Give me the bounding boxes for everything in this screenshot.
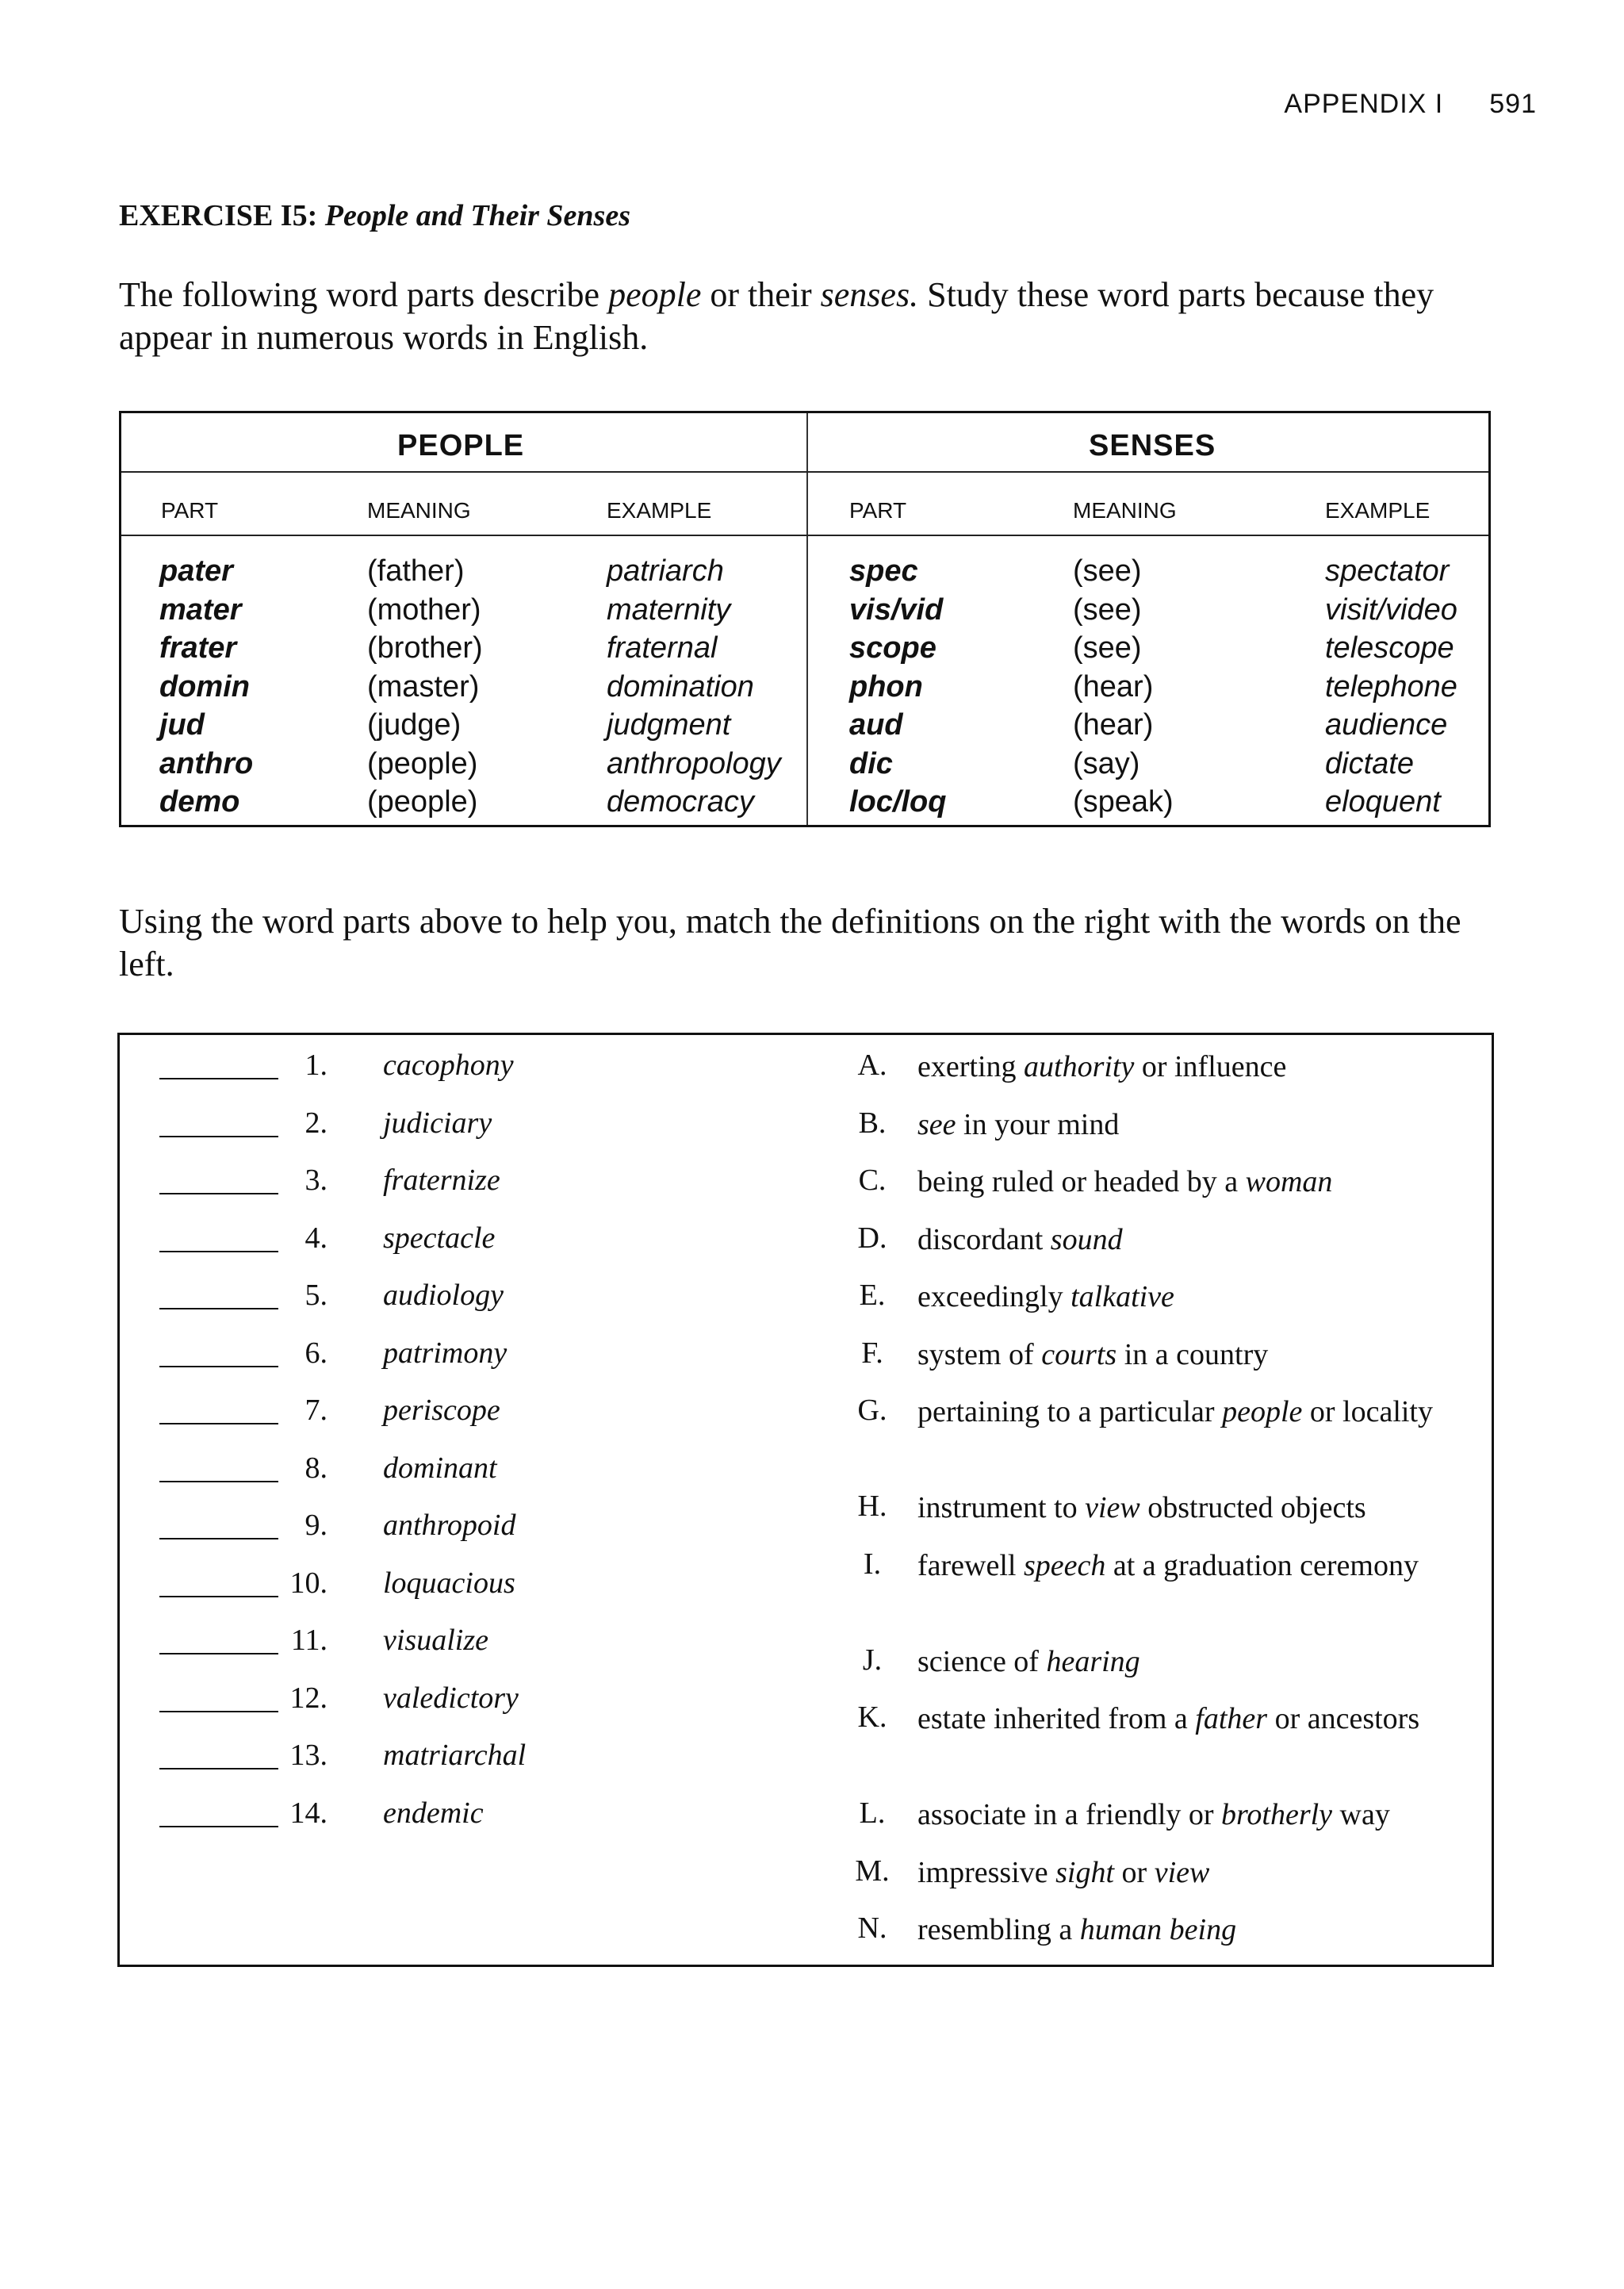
senses-example: telephone xyxy=(1325,669,1457,704)
match-word: fraternize xyxy=(383,1164,500,1197)
people-meaning: (master) xyxy=(367,669,480,704)
definition-letter: E. xyxy=(859,1279,886,1312)
match-word: loquacious xyxy=(383,1566,515,1600)
people-meaning: (father) xyxy=(367,554,465,588)
definition-letter: A. xyxy=(857,1049,887,1082)
definition-keyword: brotherly xyxy=(1221,1798,1333,1831)
senses-example: telescope xyxy=(1325,631,1454,665)
definition-segment: resembling a xyxy=(917,1913,1080,1946)
match-word: dominant xyxy=(383,1451,497,1485)
intro-emphasis-senses: senses. xyxy=(820,275,919,314)
people-part: anthro xyxy=(159,746,254,780)
definition-letter: I. xyxy=(863,1547,882,1581)
definition-letter: N. xyxy=(857,1911,887,1945)
word-number: 4. xyxy=(304,1221,327,1255)
definition-text xyxy=(917,1700,1473,1738)
col-header-meaning: MEANING xyxy=(367,498,471,523)
senses-meaning: (speak) xyxy=(1073,785,1174,819)
senses-part: loc/loq xyxy=(849,785,947,819)
definition-text xyxy=(917,1163,1473,1201)
definition-segment: exceedingly xyxy=(917,1280,1071,1313)
senses-meaning: (hear) xyxy=(1073,669,1154,704)
definition-segment: science of xyxy=(917,1644,1047,1678)
definition-segment: in a country xyxy=(1116,1337,1269,1371)
answer-blank[interactable] xyxy=(159,1251,278,1252)
col-header-example: EXAMPLE xyxy=(1325,498,1431,523)
definition-segment: system of xyxy=(917,1337,1042,1371)
answer-blank[interactable] xyxy=(159,1481,278,1482)
definition-text xyxy=(917,1489,1473,1527)
people-example: patriarch xyxy=(607,554,724,588)
intro-text-2: or their xyxy=(701,275,821,314)
definition-text xyxy=(917,1278,1473,1316)
word-number: 2. xyxy=(304,1106,327,1140)
definition-segment: being ruled or headed by a xyxy=(917,1165,1246,1198)
match-word: matriarchal xyxy=(383,1739,527,1772)
people-example: anthropology xyxy=(607,746,781,780)
table-rule xyxy=(121,535,1488,536)
definition-keyword: courts xyxy=(1041,1337,1117,1371)
definition-keyword: father xyxy=(1195,1702,1268,1735)
running-head xyxy=(1284,89,1537,120)
definition-keyword: see xyxy=(917,1107,956,1141)
people-example: fraternal xyxy=(607,631,718,665)
people-part: frater xyxy=(159,631,237,665)
definition-segment: way xyxy=(1332,1798,1390,1831)
group-header-people: PEOPLE xyxy=(397,429,525,462)
definition-keyword: speech xyxy=(1023,1548,1106,1582)
senses-example: visit/video xyxy=(1325,592,1457,627)
senses-part: aud xyxy=(849,708,903,742)
group-header-senses: SENSES xyxy=(1089,429,1216,462)
definition-letter: L. xyxy=(859,1796,886,1830)
match-word: patrimony xyxy=(383,1336,508,1370)
people-meaning: (judge) xyxy=(367,708,462,742)
definition-segment: instrument to xyxy=(917,1491,1086,1524)
intro-text-3: Study these word parts because they appear in numerous words in English. xyxy=(119,275,1434,357)
senses-meaning: (see) xyxy=(1073,554,1142,588)
definition-letter: J. xyxy=(862,1643,883,1677)
word-number: 9. xyxy=(304,1509,327,1542)
senses-example: eloquent xyxy=(1325,785,1441,819)
senses-meaning: (say) xyxy=(1073,746,1140,780)
word-number: 6. xyxy=(304,1336,327,1370)
exercise-subtitle: People and Their Senses xyxy=(324,199,631,232)
senses-part: phon xyxy=(849,669,923,704)
definition-segment: or ancestors xyxy=(1267,1702,1420,1735)
matching-box xyxy=(117,1033,1494,1967)
definition-segment: or influence xyxy=(1134,1050,1287,1083)
definition-letter: G. xyxy=(857,1394,887,1427)
answer-blank[interactable] xyxy=(159,1711,278,1712)
people-meaning: (mother) xyxy=(367,592,481,627)
definition-segment: or locality xyxy=(1302,1395,1433,1428)
people-example: democracy xyxy=(607,785,754,819)
people-example: maternity xyxy=(607,592,731,627)
word-number: 12. xyxy=(289,1681,327,1715)
match-word: judiciary xyxy=(383,1106,492,1140)
answer-blank[interactable] xyxy=(159,1826,278,1827)
match-word: valedictory xyxy=(383,1681,519,1715)
people-part: demo xyxy=(159,785,240,819)
people-part: jud xyxy=(159,708,205,742)
col-header-part: PART xyxy=(161,498,219,523)
definition-letter: M. xyxy=(855,1854,890,1888)
senses-meaning: (hear) xyxy=(1073,708,1154,742)
word-number: 3. xyxy=(304,1164,327,1197)
match-word: visualize xyxy=(383,1624,488,1657)
definition-text xyxy=(917,1336,1473,1374)
word-number: 8. xyxy=(304,1451,327,1485)
definition-letter: F. xyxy=(861,1336,883,1370)
senses-example: audience xyxy=(1325,708,1448,742)
match-word: spectacle xyxy=(383,1221,496,1255)
match-word: audiology xyxy=(383,1279,504,1312)
definition-text xyxy=(917,1643,1473,1681)
answer-blank[interactable] xyxy=(159,1078,278,1079)
answer-blank[interactable] xyxy=(159,1596,278,1597)
word-number: 5. xyxy=(304,1279,327,1312)
intro-paragraph xyxy=(119,274,1499,359)
definition-segment: obstructed objects xyxy=(1139,1491,1366,1524)
senses-example: spectator xyxy=(1325,554,1450,588)
people-example: judgment xyxy=(607,708,731,742)
senses-part: scope xyxy=(849,631,936,665)
people-meaning: (people) xyxy=(367,785,478,819)
answer-blank[interactable] xyxy=(159,1653,278,1654)
definition-keyword: authority xyxy=(1024,1050,1135,1083)
definition-segment: associate in a friendly or xyxy=(917,1798,1222,1831)
table-divider xyxy=(806,413,808,825)
word-number: 1. xyxy=(304,1049,327,1082)
answer-blank[interactable] xyxy=(159,1193,278,1194)
answer-blank[interactable] xyxy=(159,1768,278,1769)
people-part: domin xyxy=(159,669,250,704)
exercise-title xyxy=(119,198,630,233)
definition-text xyxy=(917,1547,1473,1585)
people-part: pater xyxy=(159,554,233,588)
definition-segment: farewell xyxy=(917,1548,1024,1582)
word-number: 10. xyxy=(289,1566,327,1600)
intro-text-1: The following word parts describe xyxy=(119,275,609,314)
match-word: endemic xyxy=(383,1796,484,1830)
definition-segment: in your mind xyxy=(956,1107,1120,1141)
word-number: 13. xyxy=(289,1739,327,1772)
definition-keyword: human being xyxy=(1079,1913,1237,1946)
people-example: domination xyxy=(607,669,754,704)
definition-segment: exerting xyxy=(917,1050,1025,1083)
definition-letter: H. xyxy=(857,1490,887,1523)
definition-keyword: sound xyxy=(1050,1222,1123,1256)
senses-part: spec xyxy=(849,554,918,588)
definition-segment: discordant xyxy=(917,1222,1051,1256)
answer-blank[interactable] xyxy=(159,1136,278,1137)
table-rule xyxy=(121,471,1488,473)
definition-letter: K. xyxy=(857,1700,887,1734)
intro-emphasis-people: people xyxy=(608,275,702,314)
answer-blank[interactable] xyxy=(159,1308,278,1309)
definition-text xyxy=(917,1048,1473,1086)
senses-meaning: (see) xyxy=(1073,631,1142,665)
senses-part: dic xyxy=(849,746,893,780)
people-part: mater xyxy=(159,592,242,627)
word-number: 7. xyxy=(304,1394,327,1427)
senses-meaning: (see) xyxy=(1073,592,1142,627)
definition-keyword: hearing xyxy=(1046,1644,1140,1678)
definition-segment: impressive xyxy=(917,1855,1056,1889)
definition-letter: C. xyxy=(858,1164,887,1197)
answer-blank[interactable] xyxy=(159,1538,278,1539)
senses-example: dictate xyxy=(1325,746,1414,780)
definition-text xyxy=(917,1796,1473,1834)
answer-blank[interactable] xyxy=(159,1423,278,1424)
definition-keyword: view xyxy=(1085,1491,1140,1524)
exercise-number: EXERCISE I5: xyxy=(119,199,318,232)
definition-text xyxy=(917,1854,1473,1892)
definition-keyword: people xyxy=(1222,1395,1303,1428)
definition-text xyxy=(917,1106,1473,1144)
col-header-example: EXAMPLE xyxy=(607,498,712,523)
word-number: 14. xyxy=(289,1796,327,1830)
word-parts-table xyxy=(119,411,1491,827)
definition-letter: B. xyxy=(858,1106,887,1140)
section-label: APPENDIX I xyxy=(1284,89,1444,119)
people-meaning: (brother) xyxy=(367,631,483,665)
word-number: 11. xyxy=(290,1624,327,1657)
definition-text xyxy=(917,1393,1473,1431)
definition-keyword: sight xyxy=(1055,1855,1115,1889)
definition-segment: pertaining to a particular xyxy=(917,1395,1223,1428)
definition-segment: or xyxy=(1114,1855,1155,1889)
match-word: anthropoid xyxy=(383,1509,516,1542)
definition-keyword: talkative xyxy=(1071,1280,1174,1313)
definition-segment: at a graduation ceremony xyxy=(1105,1548,1419,1582)
definition-segment: estate inherited from a xyxy=(917,1702,1196,1735)
definition-text xyxy=(917,1911,1473,1949)
match-word: cacophony xyxy=(383,1049,514,1082)
senses-part: vis/vid xyxy=(849,592,944,627)
instructions: Using the word parts above to help you, match the definitions on the right with the words on the left. xyxy=(119,902,1461,983)
definition-letter: D. xyxy=(857,1221,887,1255)
col-header-meaning: MEANING xyxy=(1073,498,1177,523)
definition-text xyxy=(917,1221,1473,1259)
answer-blank[interactable] xyxy=(159,1366,278,1367)
definition-keyword: view xyxy=(1154,1855,1210,1889)
people-meaning: (people) xyxy=(367,746,478,780)
col-header-part: PART xyxy=(849,498,907,523)
page-number: 591 xyxy=(1489,89,1537,119)
match-word: periscope xyxy=(383,1394,500,1427)
definition-keyword: woman xyxy=(1245,1165,1333,1198)
